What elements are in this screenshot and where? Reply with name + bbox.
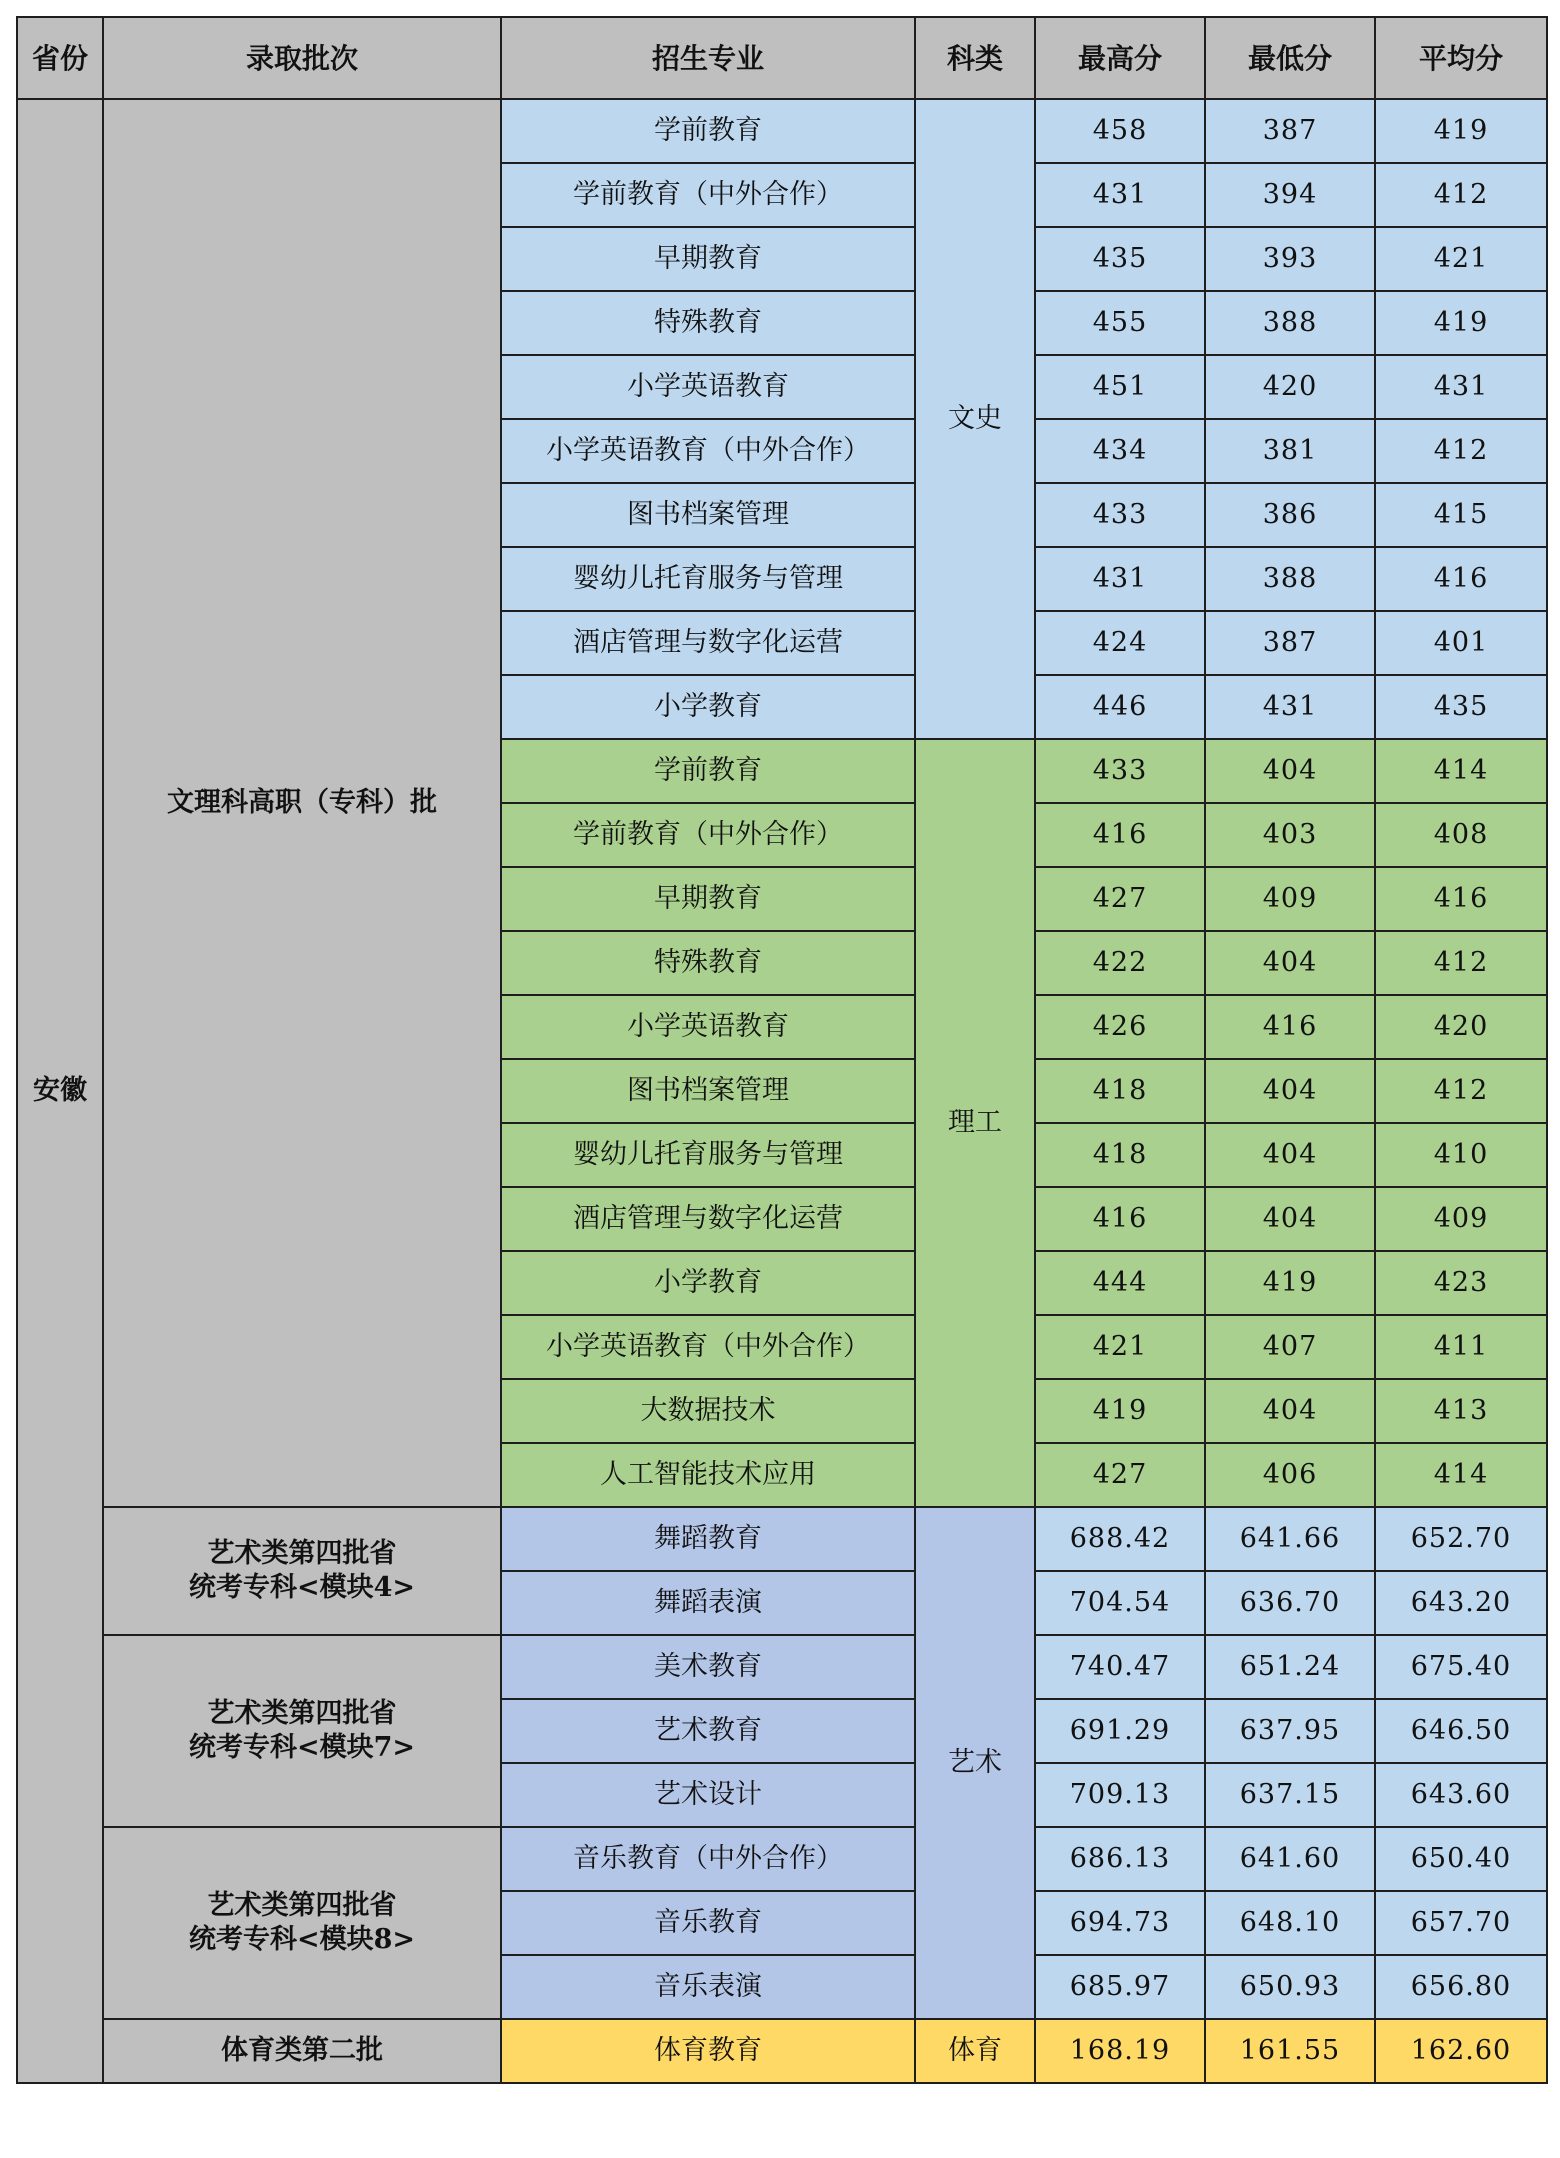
major-cell: 人工智能技术应用 [501,1443,915,1507]
min-score-cell: 381 [1205,419,1375,483]
max-score-cell: 691.29 [1035,1699,1205,1763]
avg-score-cell: 423 [1375,1251,1547,1315]
avg-score-cell: 421 [1375,227,1547,291]
max-score-cell: 418 [1035,1059,1205,1123]
avg-score-cell: 643.20 [1375,1571,1547,1635]
min-score-cell: 403 [1205,803,1375,867]
avg-score-cell: 416 [1375,867,1547,931]
max-score-cell: 421 [1035,1315,1205,1379]
avg-score-cell: 408 [1375,803,1547,867]
max-score-cell: 446 [1035,675,1205,739]
major-cell: 图书档案管理 [501,1059,915,1123]
major-cell: 婴幼儿托育服务与管理 [501,1123,915,1187]
max-score-cell: 426 [1035,995,1205,1059]
max-score-cell: 427 [1035,1443,1205,1507]
max-score-cell: 434 [1035,419,1205,483]
major-cell: 早期教育 [501,867,915,931]
avg-score-cell: 415 [1375,483,1547,547]
avg-score-cell: 162.60 [1375,2019,1547,2083]
max-score-cell: 694.73 [1035,1891,1205,1955]
header-category: 科类 [915,17,1035,99]
header-major: 招生专业 [501,17,915,99]
province-cell: 安徽 [17,99,103,2083]
major-cell: 婴幼儿托育服务与管理 [501,547,915,611]
major-cell: 学前教育 [501,739,915,803]
min-score-cell: 404 [1205,1059,1375,1123]
batch-cell-wenli: 文理科高职（专科）批 [103,99,501,1507]
max-score-cell: 419 [1035,1379,1205,1443]
table-row [17,1635,1547,1699]
avg-score-cell: 419 [1375,291,1547,355]
max-score-cell: 704.54 [1035,1571,1205,1635]
major-cell: 酒店管理与数字化运营 [501,1187,915,1251]
avg-score-cell: 652.70 [1375,1507,1547,1571]
min-score-cell: 388 [1205,547,1375,611]
max-score-cell: 435 [1035,227,1205,291]
header-max-score: 最高分 [1035,17,1205,99]
max-score-cell: 433 [1035,483,1205,547]
major-cell: 音乐教育（中外合作） [501,1827,915,1891]
max-score-cell: 427 [1035,867,1205,931]
major-cell: 小学教育 [501,675,915,739]
avg-score-cell: 409 [1375,1187,1547,1251]
avg-score-cell: 646.50 [1375,1699,1547,1763]
batch-cell-art-module7: 艺术类第四批省 统考专科<模块7> [103,1635,501,1827]
major-cell: 艺术教育 [501,1699,915,1763]
avg-score-cell: 414 [1375,1443,1547,1507]
min-score-cell: 637.95 [1205,1699,1375,1763]
max-score-cell: 458 [1035,99,1205,163]
min-score-cell: 387 [1205,611,1375,675]
max-score-cell: 168.19 [1035,2019,1205,2083]
max-score-cell: 433 [1035,739,1205,803]
min-score-cell: 419 [1205,1251,1375,1315]
major-cell: 学前教育（中外合作） [501,803,915,867]
min-score-cell: 161.55 [1205,2019,1375,2083]
avg-score-cell: 419 [1375,99,1547,163]
min-score-cell: 404 [1205,931,1375,995]
category-cell-yishu: 艺术 [915,1507,1035,2019]
category-cell-tiyu: 体育 [915,2019,1035,2083]
batch-cell-art-module4: 艺术类第四批省 统考专科<模块4> [103,1507,501,1635]
category-cell-wenshi: 文史 [915,99,1035,739]
category-cell-ligong: 理工 [915,739,1035,1507]
max-score-cell: 740.47 [1035,1635,1205,1699]
max-score-cell: 455 [1035,291,1205,355]
min-score-cell: 404 [1205,1379,1375,1443]
major-cell: 早期教育 [501,227,915,291]
min-score-cell: 641.66 [1205,1507,1375,1571]
major-cell: 大数据技术 [501,1379,915,1443]
major-cell: 小学英语教育 [501,355,915,419]
min-score-cell: 393 [1205,227,1375,291]
max-score-cell: 416 [1035,1187,1205,1251]
header-province: 省份 [17,17,103,99]
avg-score-cell: 420 [1375,995,1547,1059]
header-min-score: 最低分 [1205,17,1375,99]
min-score-cell: 416 [1205,995,1375,1059]
major-cell: 音乐教育 [501,1891,915,1955]
table-row [17,99,1547,163]
header-avg-score: 平均分 [1375,17,1547,99]
min-score-cell: 648.10 [1205,1891,1375,1955]
batch-cell-pe: 体育类第二批 [103,2019,501,2083]
max-score-cell: 451 [1035,355,1205,419]
min-score-cell: 636.70 [1205,1571,1375,1635]
avg-score-cell: 412 [1375,931,1547,995]
major-cell: 小学英语教育（中外合作） [501,419,915,483]
batch-cell-art-module8: 艺术类第四批省 统考专科<模块8> [103,1827,501,2019]
avg-score-cell: 412 [1375,1059,1547,1123]
max-score-cell: 422 [1035,931,1205,995]
major-cell: 酒店管理与数字化运营 [501,611,915,675]
max-score-cell: 416 [1035,803,1205,867]
min-score-cell: 404 [1205,739,1375,803]
max-score-cell: 709.13 [1035,1763,1205,1827]
min-score-cell: 420 [1205,355,1375,419]
max-score-cell: 418 [1035,1123,1205,1187]
min-score-cell: 404 [1205,1123,1375,1187]
max-score-cell: 431 [1035,547,1205,611]
major-cell: 特殊教育 [501,291,915,355]
major-cell: 美术教育 [501,1635,915,1699]
max-score-cell: 686.13 [1035,1827,1205,1891]
major-cell: 体育教育 [501,2019,915,2083]
avg-score-cell: 411 [1375,1315,1547,1379]
major-cell: 小学教育 [501,1251,915,1315]
avg-score-cell: 643.60 [1375,1763,1547,1827]
avg-score-cell: 431 [1375,355,1547,419]
min-score-cell: 386 [1205,483,1375,547]
max-score-cell: 431 [1035,163,1205,227]
major-cell: 舞蹈教育 [501,1507,915,1571]
min-score-cell: 406 [1205,1443,1375,1507]
avg-score-cell: 657.70 [1375,1891,1547,1955]
min-score-cell: 651.24 [1205,1635,1375,1699]
min-score-cell: 404 [1205,1187,1375,1251]
major-cell: 小学英语教育 [501,995,915,1059]
avg-score-cell: 435 [1375,675,1547,739]
avg-score-cell: 675.40 [1375,1635,1547,1699]
min-score-cell: 387 [1205,99,1375,163]
table-row [17,2019,1547,2083]
major-cell: 艺术设计 [501,1763,915,1827]
major-cell: 小学英语教育（中外合作） [501,1315,915,1379]
max-score-cell: 688.42 [1035,1507,1205,1571]
avg-score-cell: 410 [1375,1123,1547,1187]
avg-score-cell: 414 [1375,739,1547,803]
admission-scores-table [16,16,1548,2084]
min-score-cell: 650.93 [1205,1955,1375,2019]
avg-score-cell: 413 [1375,1379,1547,1443]
min-score-cell: 409 [1205,867,1375,931]
avg-score-cell: 412 [1375,163,1547,227]
header-batch: 录取批次 [103,17,501,99]
max-score-cell: 444 [1035,1251,1205,1315]
avg-score-cell: 412 [1375,419,1547,483]
max-score-cell: 685.97 [1035,1955,1205,2019]
min-score-cell: 431 [1205,675,1375,739]
major-cell: 特殊教育 [501,931,915,995]
min-score-cell: 394 [1205,163,1375,227]
major-cell: 音乐表演 [501,1955,915,2019]
min-score-cell: 388 [1205,291,1375,355]
avg-score-cell: 650.40 [1375,1827,1547,1891]
major-cell: 图书档案管理 [501,483,915,547]
major-cell: 学前教育（中外合作） [501,163,915,227]
header-row [17,17,1547,99]
min-score-cell: 637.15 [1205,1763,1375,1827]
min-score-cell: 641.60 [1205,1827,1375,1891]
major-cell: 舞蹈表演 [501,1571,915,1635]
table-row [17,1507,1547,1571]
avg-score-cell: 656.80 [1375,1955,1547,2019]
avg-score-cell: 416 [1375,547,1547,611]
table-row [17,1827,1547,1891]
major-cell: 学前教育 [501,99,915,163]
max-score-cell: 424 [1035,611,1205,675]
min-score-cell: 407 [1205,1315,1375,1379]
avg-score-cell: 401 [1375,611,1547,675]
